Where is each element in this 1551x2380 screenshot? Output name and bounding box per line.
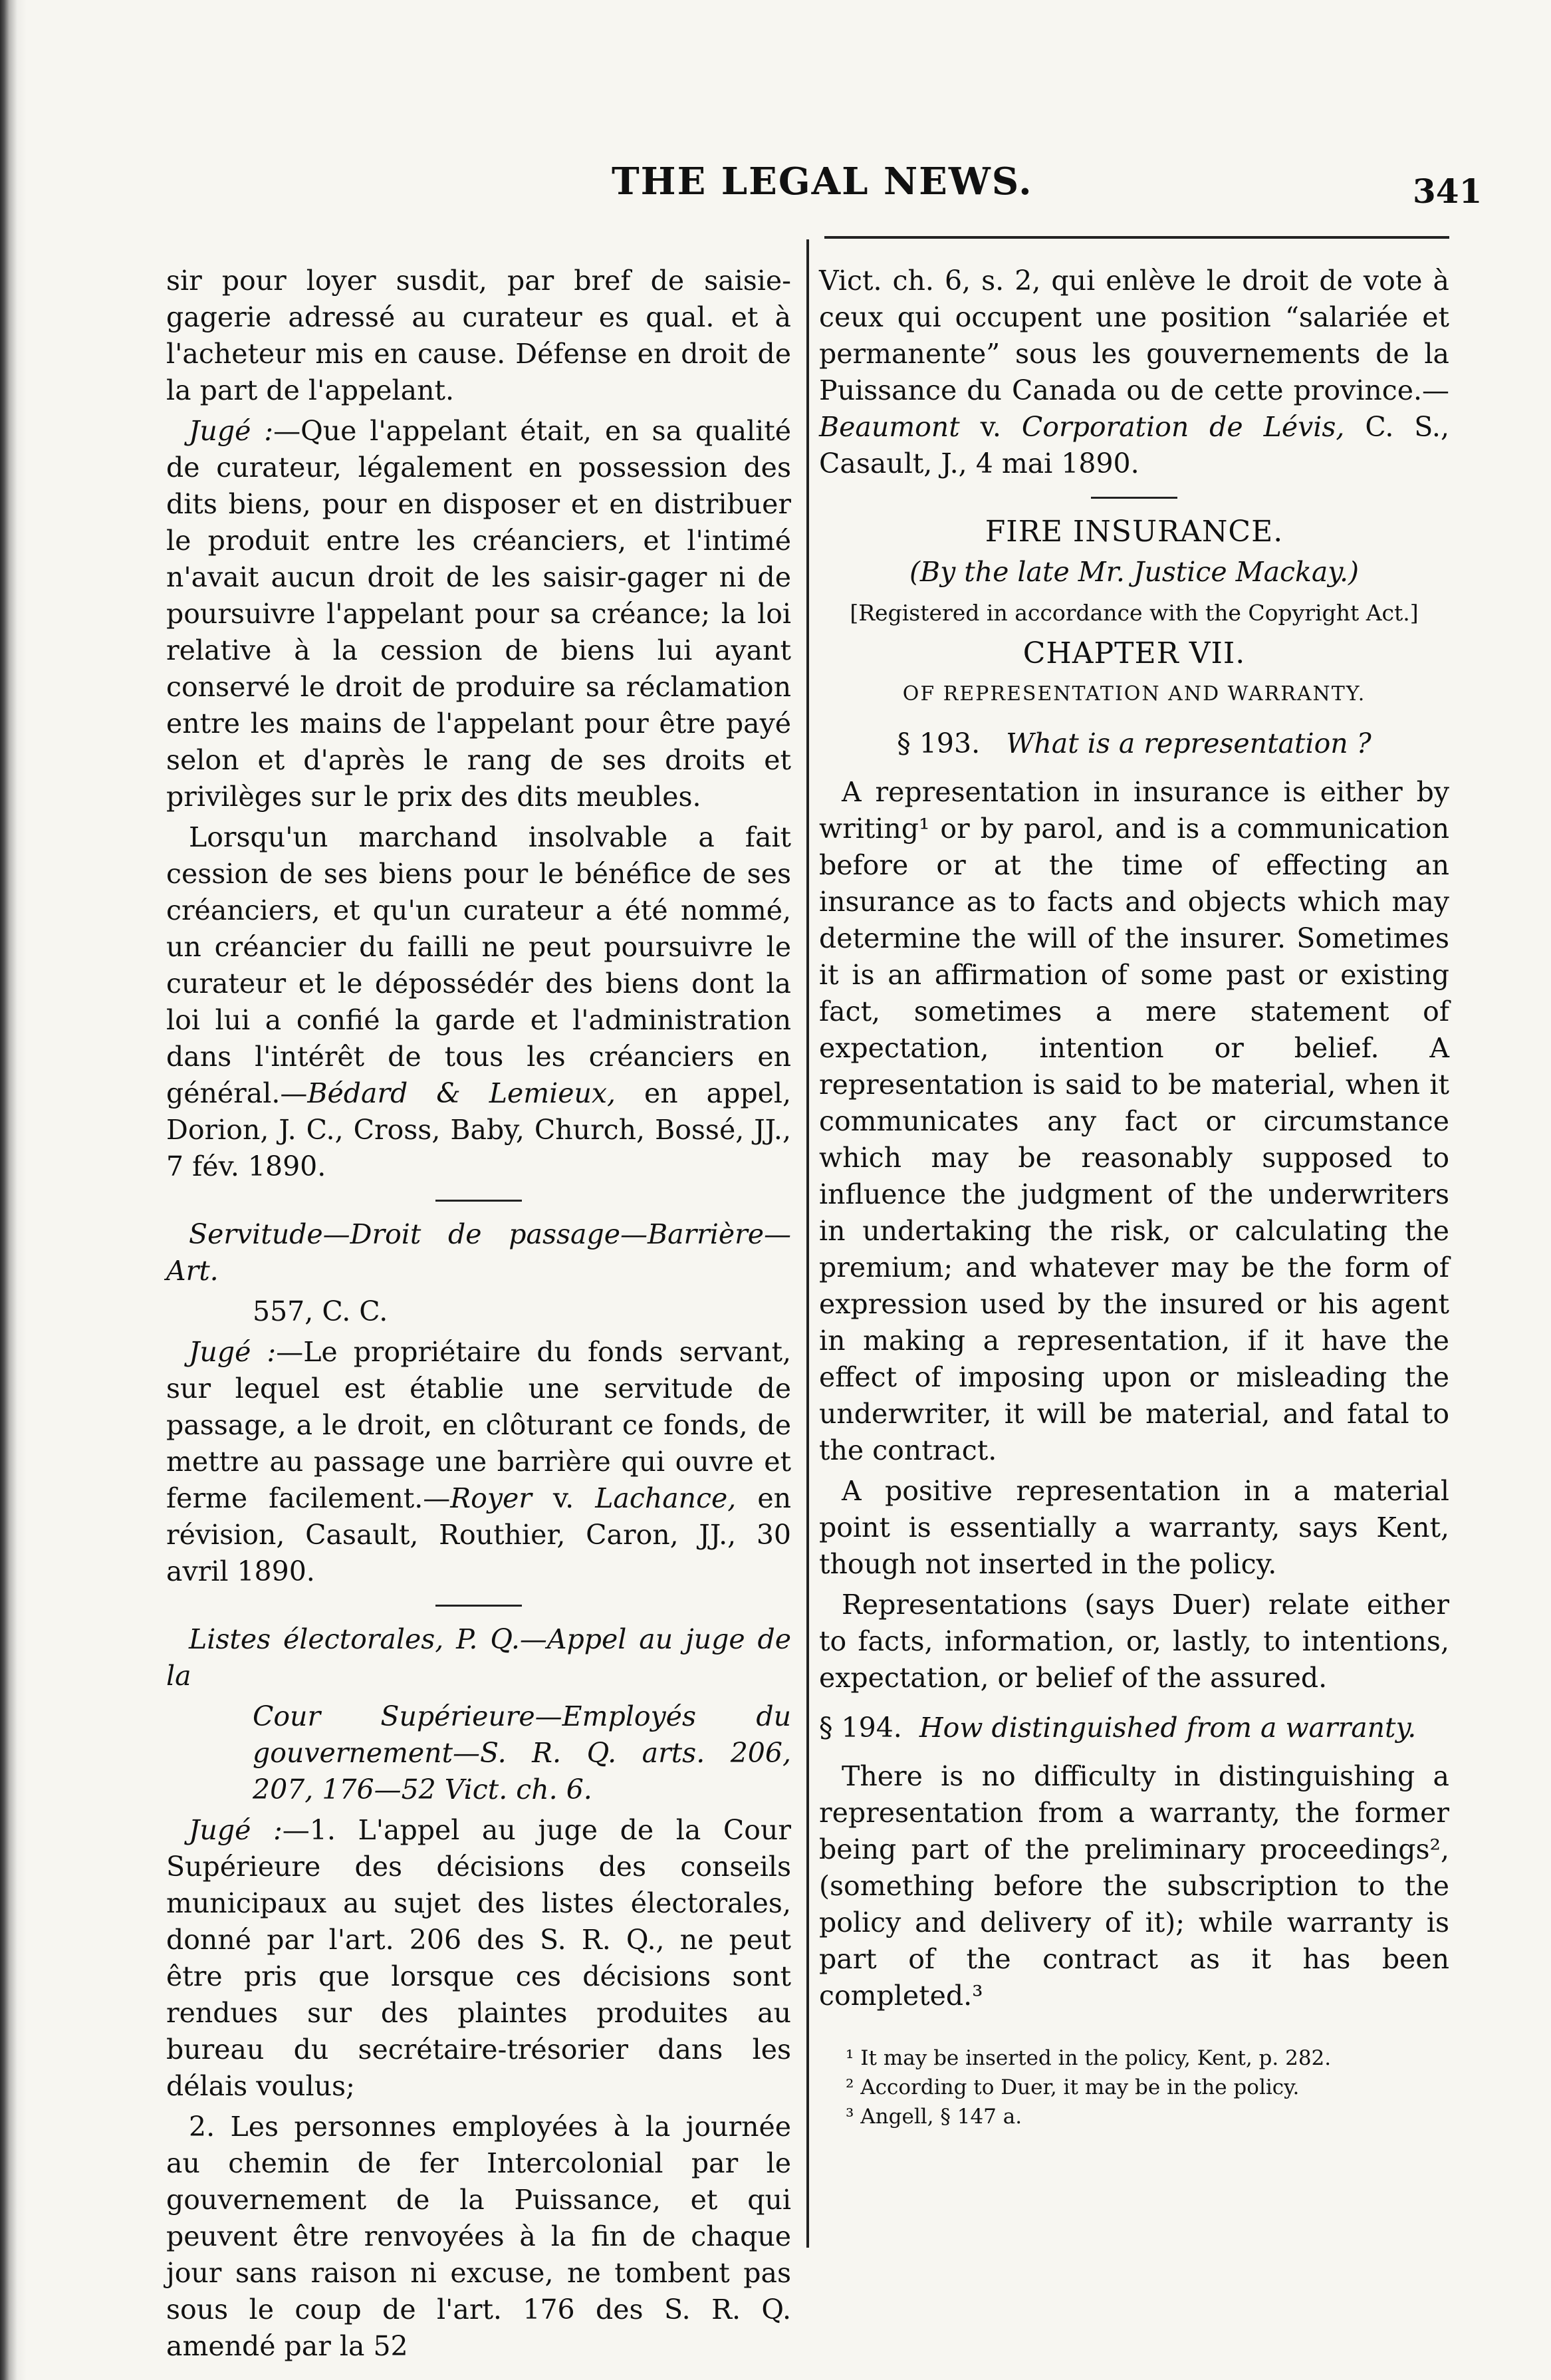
section-194-title: How distinguished from a warranty. xyxy=(919,1712,1417,1744)
left-paragraph-3 xyxy=(166,819,791,1185)
section-separator xyxy=(435,1605,522,1607)
footnote-3: ³ Angell, § 147 a. xyxy=(846,2105,1022,2129)
left-paragraph-3-end: en appel, Dorion, J. C., Cross, Baby, Church, Bossé, JJ., 7 fév. 1890. xyxy=(166,1077,791,1182)
left-paragraph-2 xyxy=(166,413,791,815)
case-versus: v. xyxy=(531,1482,596,1514)
servitude-paragraph xyxy=(166,1334,791,1590)
case-versus: v. xyxy=(959,411,1022,443)
right-column xyxy=(819,263,1449,2131)
right-paragraph-1-end: C. S., Casault, J., 4 mai 1890. xyxy=(819,411,1449,479)
copyright-note: [Registered in accordance with the Copyright Act.] xyxy=(850,600,1419,626)
byline: (By the late Mr. Justice Mackay.) xyxy=(909,556,1360,588)
chapter-title: CHAPTER VII. xyxy=(1022,636,1246,670)
scan-edge-shadow xyxy=(0,0,27,2380)
juge-label: Jugé : xyxy=(189,1336,277,1368)
fire-insurance-title: FIRE INSURANCE. xyxy=(985,515,1284,549)
case-name-levis: Corporation de Lévis, xyxy=(1021,411,1345,443)
listes-text-1: —1. L'appel au juge de la Cour Supérieure des décisions des conseils municipaux au sujet des listes électorales, donné par l'art. 206 des S. R. Q., ne peut être pris que lorsque ces décisions sont rendues sur des plaintes produites au bureau du secrétaire-trésorier dans les délais voulus; xyxy=(166,1814,791,2102)
section-193-heading xyxy=(819,726,1449,762)
section-194-heading xyxy=(819,1710,1449,1746)
case-name-royer: Royer xyxy=(450,1482,532,1514)
representation-paragraph-3: Representations (says Duer) relate either to facts, information, or, lastly, to intentions, expectation, or belief of the assured. xyxy=(819,1589,1449,1694)
listes-paragraph-2: 2. Les personnes employées à la journée au chemin de fer Intercolonial par le gouvernement de la Puissance, et qui peuvent être renvoyées à la fin de chaque jour sans raison ni excuse, ne tombent pas sous le coup de l'art. 176 des S. R. Q. amendé par la 52 xyxy=(166,2111,791,2362)
representation-paragraph-1: A representation in insurance is either by writing¹ or by parol, and is a communication before or at the time of effecting an insurance as to facts and objects which may determine the will of the insurer. Sometimes it is an affirmation of some past or existing fact, sometimes a mere statement of expectation, intention or belief. A representation is said to be material, when it communicates any fact or circumstance which may be reasonably supposed to influence the judgment of the underwriters in undertaking the risk, or calculating the premium; and whatever may be the form of expression used by the insured or his agent in making a representation, if it have the effect of imposing upon or misleading the underwriter, it will be material, and fatal to the contract. xyxy=(819,776,1449,1466)
chapter-subtitle: OF REPRESENTATION AND WARRANTY. xyxy=(902,682,1366,706)
case-name-bedard: Bédard & Lemieux, xyxy=(307,1077,616,1109)
rubric-listes: Listes électorales, P. Q.—Appel au juge de la xyxy=(166,1623,791,1692)
section-194-number: § 194. xyxy=(819,1712,902,1744)
juge-label: Jugé : xyxy=(189,1814,283,1846)
left-paragraph-3-text: Lorsqu'un marchand insolvable a fait cession de ses biens pour le bénéfice de ses créanciers, et qu'un curateur a été nommé, un créancier du failli ne peut poursuivre le curateur et le dépossédér des biens dont la loi lui a confié la garde et l'administration dans l'intérêt de tous les créanciers en général.— xyxy=(166,821,791,1109)
section-separator xyxy=(435,1200,522,1202)
section-separator xyxy=(1091,497,1177,499)
case-name-beaumont: Beaumont xyxy=(819,411,960,443)
servitude-end: en révision, Casault, Routhier, Caron, JJ., 30 avril 1890. xyxy=(166,1482,791,1587)
section-193-title: What is a representation ? xyxy=(1006,727,1372,759)
footnotes xyxy=(819,2044,1449,2131)
left-paragraph-2-text: —Que l'appelant était, en sa qualité de curateur, légalement en possession des dits biens, pour en disposer et en distribuer le produit entre les créanciers, et l'intimé n'avait aucun droit de les saisir-gager ni de poursuivre l'appelant pour sa créance; la loi relative à la cession de biens lui ayant conservé le droit de produire sa réclamation entre les mains de l'appelant pour être payé selon et d'après le rang de ses droits et privilèges sur le prix des dits meubles. xyxy=(166,415,791,813)
left-column xyxy=(166,263,791,2365)
servitude-text: —Le propriétaire du fonds servant, sur lequel est établie une servitude de passage, a le droit, en clôturant ce fonds, de mettre au passage une barrière qui ouvre et ferme facilement.— xyxy=(166,1336,791,1514)
running-head: THE LEGAL NEWS. xyxy=(612,160,1033,203)
section-193-number: § 193. xyxy=(897,727,981,759)
rubric-servitude: Servitude—Droit de passage—Barrière—Art. xyxy=(166,1218,791,1287)
column-divider xyxy=(806,239,809,2248)
footnote-2: ² According to Duer, it may be in the policy. xyxy=(846,2075,1300,2099)
header-rule xyxy=(824,236,1449,239)
juge-label: Jugé : xyxy=(189,415,274,447)
footnote-1: ¹ It may be inserted in the policy, Kent, p. 282. xyxy=(846,2046,1332,2070)
listes-paragraph-1 xyxy=(166,1812,791,2105)
representation-paragraph-2: A positive representation in a material point is essentially a warranty, says Kent, though not inserted in the policy. xyxy=(819,1475,1449,1580)
distinction-paragraph: There is no difficulty in distinguishing a representation from a warranty, the former being part of the preliminary proceedings², (something before the subscription to the policy and delivery of it); while warranty is part of the contract as it has been completed.³ xyxy=(819,1760,1449,2012)
rubric-listes-cont: Cour Supérieure—Employés du gouvernement—S. R. Q. arts. 206, 207, 176—52 Vict. ch. 6. xyxy=(253,1700,791,1805)
right-paragraph-1 xyxy=(819,263,1449,482)
left-paragraph-1: sir pour loyer susdit, par bref de saisie-gagerie adressé au curateur es qual. et à l'acheteur mis en cause. Défense en droit de la part de l'appelant. xyxy=(166,265,791,406)
page-number: 341 xyxy=(1413,172,1483,211)
case-name-lachance: Lachance, xyxy=(595,1482,737,1514)
rubric-servitude-cont: 557, C. C. xyxy=(253,1295,388,1327)
right-paragraph-1-text: Vict. ch. 6, s. 2, qui enlève le droit de vote à ceux qui occupent une position “salariée et permanente” sous les gouvernements de la Puissance du Canada ou de cette province.— xyxy=(819,265,1449,406)
